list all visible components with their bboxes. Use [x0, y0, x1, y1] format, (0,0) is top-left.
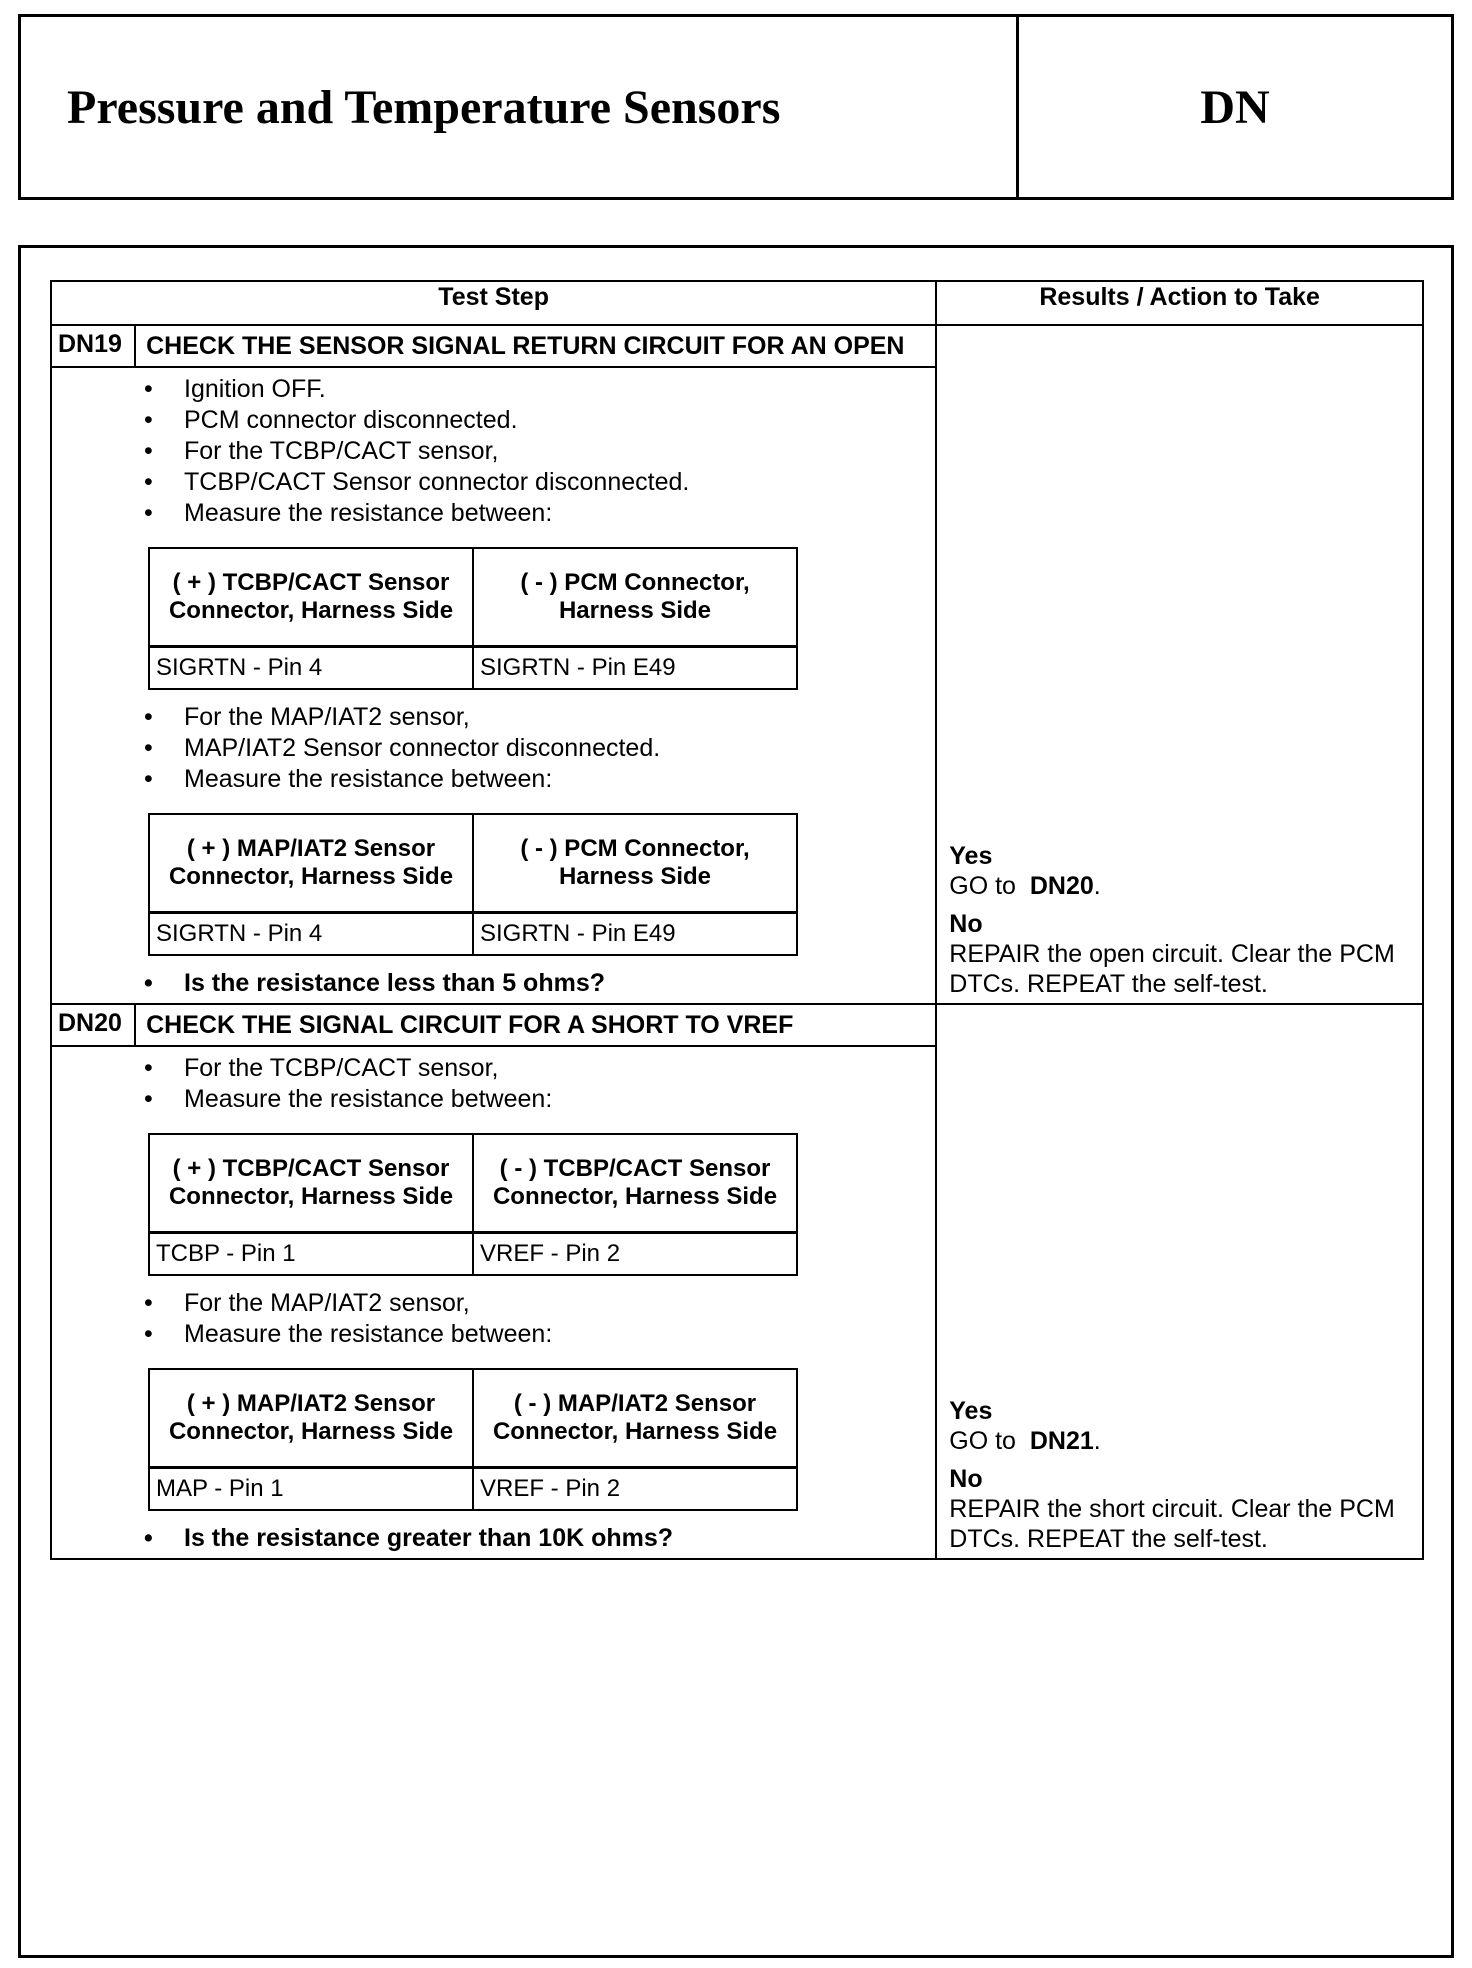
bullet-item: • Measure the resistance between:: [142, 1084, 935, 1115]
bullet-item: • Measure the resistance between:: [142, 764, 935, 795]
bullet-item: • Ignition OFF.: [142, 374, 935, 405]
step-body: [51, 367, 936, 1004]
bullet-list: [142, 702, 935, 795]
result-cell: [936, 1004, 1423, 1559]
pin-table: [148, 1133, 798, 1276]
bullet-list: [142, 1523, 935, 1554]
bullet-item: • MAP/IAT2 Sensor connector disconnected.: [142, 733, 935, 764]
pin-table: [148, 813, 798, 956]
pin-table-cell: SIGRTN - Pin E49: [473, 647, 797, 690]
step-title-row: [51, 325, 1423, 367]
results-header: Results / Action to Take: [936, 281, 1423, 325]
bullet-item: • Measure the resistance between:: [142, 1319, 935, 1350]
bullet-item: • For the MAP/IAT2 sensor,: [142, 1288, 935, 1319]
pin-table-header: ( - ) PCM Connector, Harness Side: [473, 548, 797, 647]
pin-table-header: ( - ) PCM Connector, Harness Side: [473, 814, 797, 913]
yes-label: Yes: [949, 1397, 993, 1425]
pin-table-cell: MAP - Pin 1: [149, 1468, 473, 1511]
no-label: No: [949, 910, 983, 938]
no-label: No: [949, 1465, 983, 1493]
pin-table-header: ( + ) TCBP/CACT Sensor Connector, Harness Side: [149, 548, 473, 647]
result-cell: [936, 325, 1423, 1004]
bullet-item: • For the MAP/IAT2 sensor,: [142, 702, 935, 733]
yes-action: GO to DN21.: [949, 1427, 1101, 1455]
bullet-list: [142, 968, 935, 999]
result-block: [949, 841, 1412, 999]
result-block: [949, 1396, 1412, 1554]
bullet-item: • Measure the resistance between:: [142, 498, 935, 529]
question-item: • Is the resistance less than 5 ohms?: [142, 968, 935, 999]
pin-table-header: ( + ) MAP/IAT2 Sensor Connector, Harness Side: [149, 814, 473, 913]
yes-label: Yes: [949, 842, 993, 870]
pin-table-cell: SIGRTN - Pin E49: [473, 913, 797, 956]
bullet-item: • For the TCBP/CACT sensor,: [142, 1053, 935, 1084]
pin-table: [148, 547, 798, 690]
step-id: DN19: [51, 325, 135, 367]
yes-action: GO to DN20.: [949, 872, 1101, 900]
step-title: CHECK THE SENSOR SIGNAL RETURN CIRCUIT FOR AN OPEN: [135, 325, 936, 367]
pin-table-header: ( - ) TCBP/CACT Sensor Connector, Harness Side: [473, 1134, 797, 1233]
bullet-list: [142, 1288, 935, 1350]
pin-table: [148, 1368, 798, 1511]
no-action: REPAIR the short circuit. Clear the PCM DTCs. REPEAT the self-test.: [949, 1495, 1395, 1553]
test-step-header: Test Step: [51, 281, 936, 325]
pin-table-cell: TCBP - Pin 1: [149, 1233, 473, 1276]
pin-table-header: ( + ) MAP/IAT2 Sensor Connector, Harness Side: [149, 1369, 473, 1468]
goto-link[interactable]: DN20: [1029, 872, 1094, 900]
step-body: [51, 1046, 936, 1559]
pin-table-header: ( - ) MAP/IAT2 Sensor Connector, Harness Side: [473, 1369, 797, 1468]
pin-table-cell: SIGRTN - Pin 4: [149, 647, 473, 690]
test-step-table: [50, 280, 1424, 1560]
section-code: DN: [1200, 80, 1270, 134]
pin-table-cell: SIGRTN - Pin 4: [149, 913, 473, 956]
no-action: REPAIR the open circuit. Clear the PCM DTCs. REPEAT the self-test.: [949, 940, 1395, 998]
step-title-row: [51, 1004, 1423, 1046]
bullet-item: • PCM connector disconnected.: [142, 405, 935, 436]
step-id: DN20: [51, 1004, 135, 1046]
question-item: • Is the resistance greater than 10K ohms?: [142, 1523, 935, 1554]
bullet-item: • For the TCBP/CACT sensor,: [142, 436, 935, 467]
pin-table-cell: VREF - Pin 2: [473, 1468, 797, 1511]
pin-table-header: ( + ) TCBP/CACT Sensor Connector, Harness Side: [149, 1134, 473, 1233]
bullet-list: [142, 374, 935, 529]
bullet-list: [142, 1053, 935, 1115]
bullet-item: • TCBP/CACT Sensor connector disconnected.: [142, 467, 935, 498]
goto-link[interactable]: DN21: [1029, 1427, 1094, 1455]
step-title: CHECK THE SIGNAL CIRCUIT FOR A SHORT TO VREF: [135, 1004, 936, 1046]
page-title: Pressure and Temperature Sensors: [21, 17, 1019, 197]
pin-table-cell: VREF - Pin 2: [473, 1233, 797, 1276]
table-header-row: [51, 281, 1423, 325]
page-header: [18, 14, 1454, 200]
